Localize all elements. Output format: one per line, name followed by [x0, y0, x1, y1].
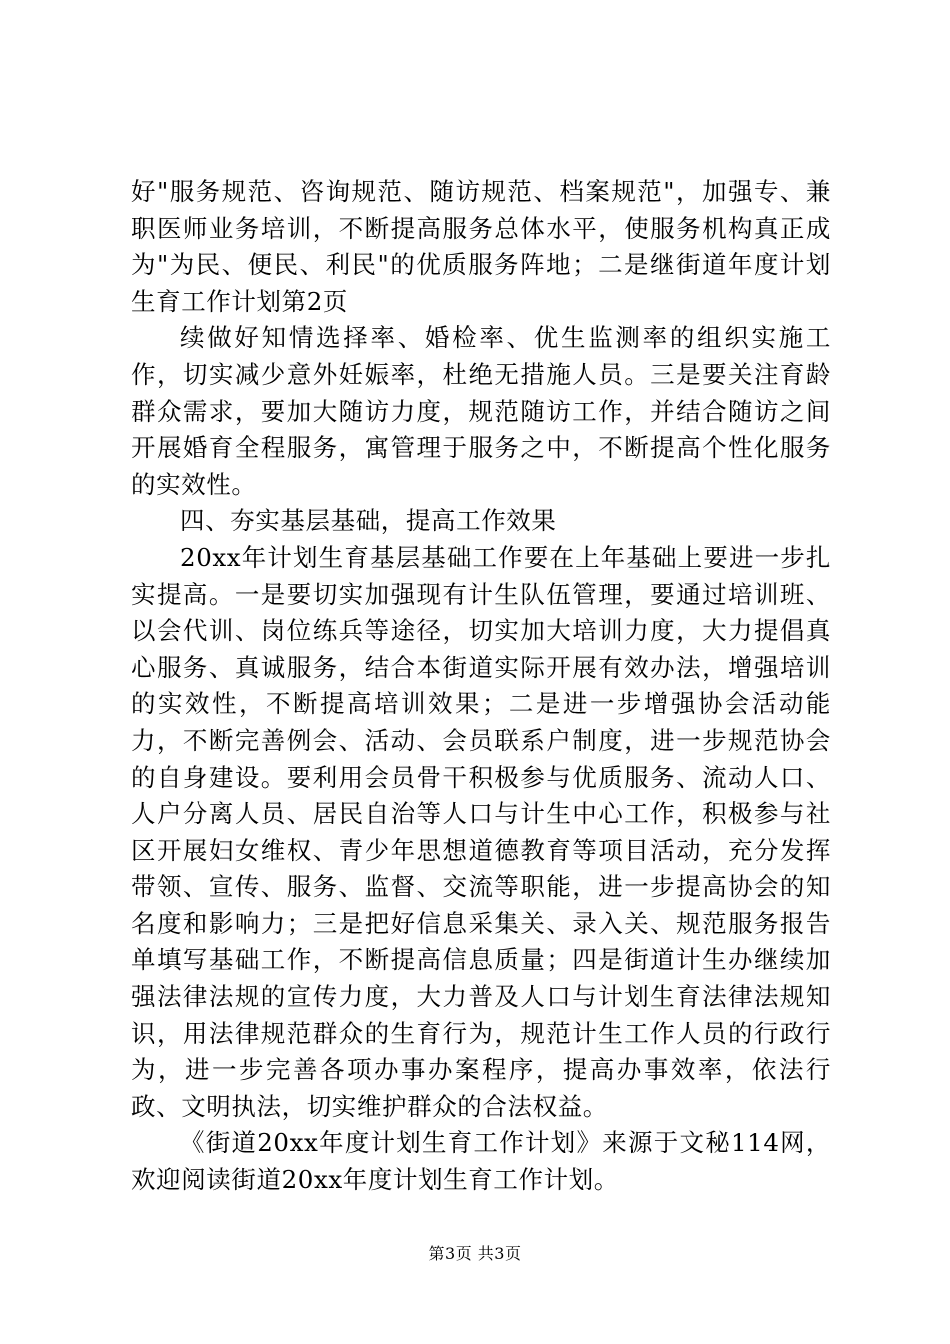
section-heading: 四、夯实基层基础，提高工作效果 — [180, 506, 557, 536]
paragraph-source-note: 《街道20xx年度计划生育工作计划》来源于文秘114网，欢迎阅读街道20xx年度计划生育工作计划。 — [131, 1128, 831, 1195]
paragraph-grassroots: 20xx年计划生育基层基础工作要在上年基础上要进一步扎实提高。一是要切实加强现有计生队伍管理，要通过培训班、以会代训、岗位练兵等途径，切实加大培训力度，大力提倡真心服务、真诚服务，结合本街道实际开展有效办法，增强培训的实效性，不断提高培训效果；二是进一步增强协会活动能力，不断完善例会、活动、会员联系户制度，进一步规范协会的自身建设。要利用会员骨干积极参与优质服务、流动人口、人户分离人员、居民自治等人口与计生中心工作，积极参与社区开展妇女维权、青少年思想道德教育等项目活动，充分发挥带领、宣传、服务、监督、交流等职能，进一步提高协会的知名度和影响力；三是把好信息采集关、录入关、规范服务报告单填写基础工作，不断提高信息质量；四是街道计生办继续加强法律法规的宣传力度，大力普及人口与计划生育法律法规知识，用法律规范群众的生育行为，规范计生工作人员的行政行为，进一步完善各项办事办案程序，提高办事效率，依法行政、文明执法，切实维护群众的合法权益。 — [131, 542, 831, 1121]
paragraph-services: 续做好知情选择率、婚检率、优生监测率的组织实施工作，切实减少意外妊娠率，杜绝无措施人员。三是要关注育龄群众需求，要加大随访力度，规范随访工作，并结合随访之间开展婚育全程服务，寓管理于服务之中，不断提高个性化服务的实效性。 — [131, 323, 831, 499]
page-footer — [0, 1244, 950, 1264]
page-number: 第3页 共3页 — [428, 1244, 522, 1263]
paragraph-continued: 好"服务规范、咨询规范、随访规范、档案规范"，加强专、兼职医师业务培训，不断提高服务总体水平，使服务机构真正成为"为民、便民、利民"的优质服务阵地；二是继街道年度计划生育工作计划第2页 — [131, 177, 831, 316]
document-body — [131, 174, 831, 1199]
